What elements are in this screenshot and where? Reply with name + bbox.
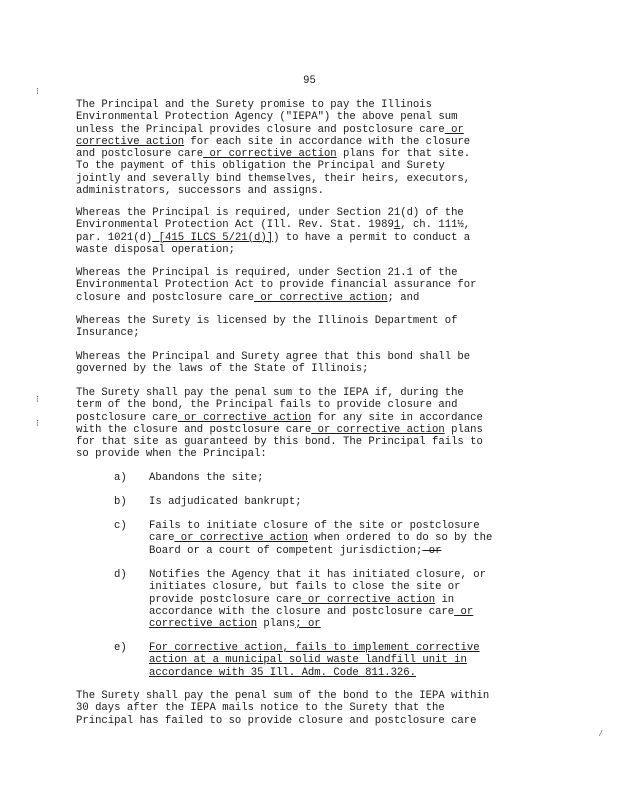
text-line: For corrective action, fails to implement corrective [149, 642, 480, 654]
text-line: governed by the laws of the State of Illinois; [76, 363, 369, 376]
text-line: Is adjudicated bankrupt; [149, 496, 302, 508]
text-line: Principal has failed to so provide closure and postclosure care [76, 714, 477, 727]
text-line: jointly and severally bind themselves, their heirs, executors, [76, 172, 471, 185]
item-label: c) [114, 520, 127, 532]
item-label: e) [114, 642, 127, 654]
text-line: The Surety shall pay the penal sum of the bond to the IEPA within [76, 690, 490, 702]
text-line: par. 1021(d) [415 ILCS 5/21(d)]) to have a permit to conduct a [76, 231, 471, 244]
paragraph-penal-sum [76, 690, 556, 727]
paragraph-surety-licensed [76, 315, 556, 340]
text-line: Environmental Protection Agency ("IEPA") the above penal sum [76, 111, 458, 124]
text-line: Insurance; [76, 327, 140, 340]
text-line: postclosure care or corrective action for any site in accordance [76, 411, 483, 424]
text-line: Environmental Protection Act (Ill. Rev. Stat. 19891, ch. 111½, [76, 219, 471, 232]
item-label: b) [114, 496, 127, 508]
text-line: Whereas the Surety is licensed by the Illinois Department of [76, 315, 458, 327]
text-line: care or corrective action when ordered to do so by the [149, 532, 493, 545]
text-line: The Surety shall pay the penal sum to the IEPA if, during the [76, 387, 464, 399]
paragraph-governing-law [76, 351, 556, 376]
text-line: unless the Principal provides closure and postclosure care or [76, 123, 464, 136]
paragraph-section-21d [76, 207, 556, 256]
text-line: To the payment of this obligation the Principal and Surety [76, 160, 445, 173]
text-line: accordance with the closure and postclosure care or [149, 605, 474, 618]
text-line: 30 days after the IEPA mails notice to the Surety that the [76, 702, 445, 715]
page-number: 95 [303, 75, 316, 87]
text-line: and postclosure care or corrective action plans for that site. [76, 148, 471, 161]
paragraph-promise [76, 99, 556, 197]
text-line: waste disposal operation; [76, 243, 235, 256]
text-line: Abandons the site; [149, 472, 264, 484]
text-line: administrators, successors and assigns. [76, 185, 324, 198]
paragraph-section-21-1 [76, 267, 556, 304]
text-line: Board or a court of competent jurisdiction; or [149, 544, 442, 557]
text-line: accordance with 35 Ill. Adm. Code 811.326. [149, 666, 417, 679]
margin-mark: ⁝ [36, 419, 39, 429]
text-line: initiates closure, but fails to close the site or [149, 581, 461, 594]
item-label: d) [114, 569, 127, 581]
text-line: for that site as guaranteed by this bond. The Principal fails to [76, 436, 483, 449]
text-line: so provide when the Principal: [76, 448, 267, 461]
margin-mark: ⁝ [36, 87, 39, 97]
item-text [149, 569, 486, 630]
text-line: term of the bond, the Principal fails to provide closure and [76, 399, 458, 412]
text-line: Environmental Protection Act to provide financial assurance for [76, 279, 477, 292]
text-line: The Principal and the Surety promise to pay the Illinois [76, 99, 433, 111]
paragraph-surety-pay [76, 387, 556, 461]
item-text [149, 642, 480, 679]
text-line: action at a municipal solid waste landfill unit in [149, 654, 467, 667]
text-line: provide postclosure care or corrective action in [149, 593, 455, 606]
margin-mark: ⁝ [36, 395, 39, 405]
text-line: Whereas the Principal is required, under Section 21(d) of the [76, 207, 464, 219]
item-text [149, 520, 492, 557]
text-line: Notifies the Agency that it has initiated closure, or [149, 569, 486, 581]
text-line: corrective action for each site in accordance with the closure [76, 135, 471, 148]
margin-mark: ⁄ [598, 729, 604, 739]
text-line: with the closure and postclosure care or corrective action plans [76, 423, 483, 436]
text-line: corrective action plans; or [149, 618, 321, 631]
text-line: Whereas the Principal is required, under Section 21.1 of the [76, 267, 458, 279]
item-label: a) [114, 472, 127, 484]
text-line: Fails to initiate closure of the site or postclosure [149, 520, 480, 532]
text-line: Whereas the Principal and Surety agree that this bond shall be [76, 351, 471, 363]
text-line: closure and postclosure care or corrective action; and [76, 291, 420, 304]
